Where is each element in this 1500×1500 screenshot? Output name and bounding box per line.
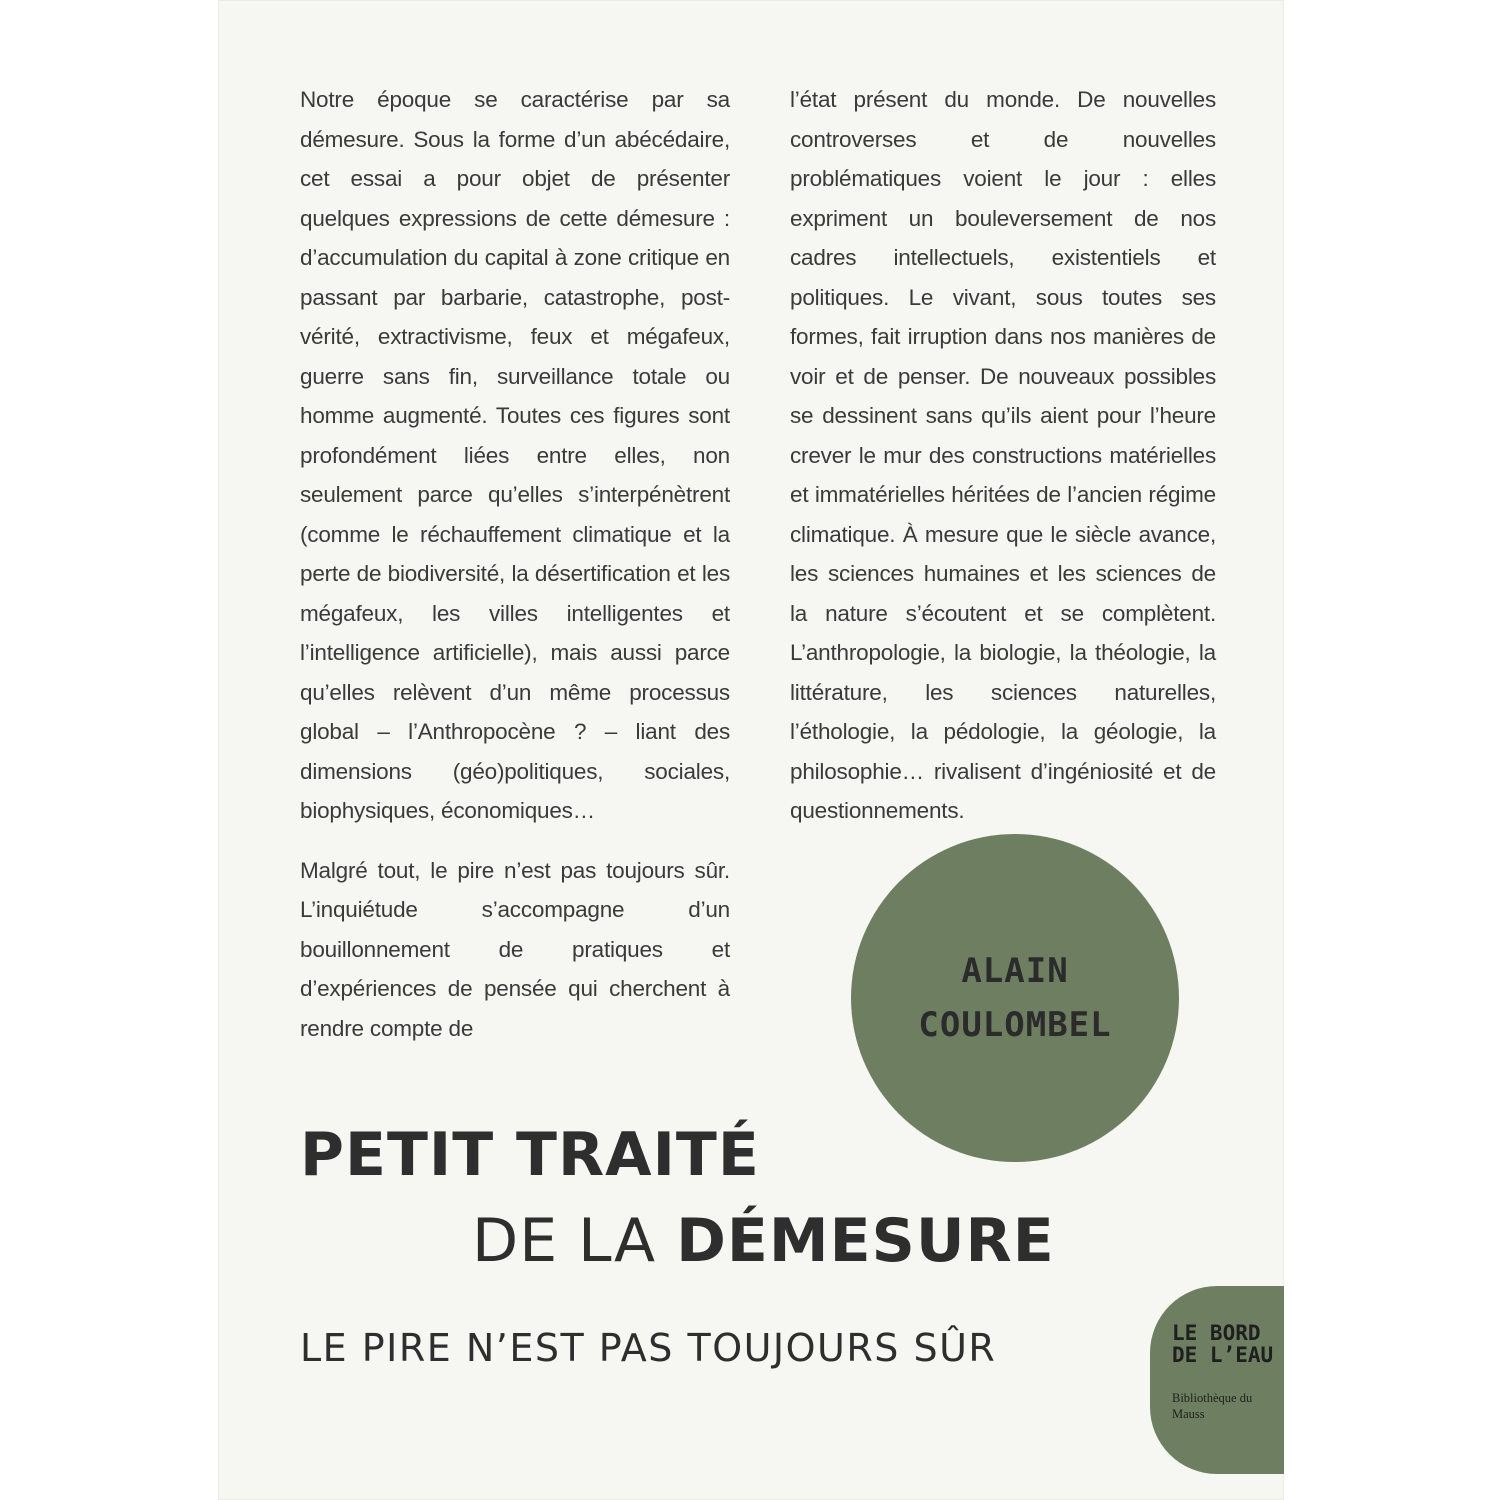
author-badge — [851, 834, 1179, 1162]
blurb-column-left — [300, 80, 730, 1048]
publisher-name-line-1: LE BORD — [1172, 1321, 1261, 1345]
author-first-name: ALAIN — [961, 951, 1069, 991]
blurb-column-right — [790, 80, 1216, 831]
book-back-cover — [218, 0, 1284, 1500]
publisher-name-line-2: DE L’EAU — [1172, 1343, 1274, 1367]
author-last-name: COULOMBEL — [918, 1005, 1112, 1045]
publisher-collection: Bibliothèque du Mauss — [1172, 1391, 1253, 1421]
book-subtitle: LE PIRE N’EST PAS TOUJOURS SÛR — [300, 1326, 997, 1370]
blurb-paragraph: Malgré tout, le pire n’est pas toujours sûr. L’inquiétude s’accompagne d’un bouillonnement de pratiques et d’expériences de pensée qui cherchent à rendre compte de — [300, 857, 730, 1041]
blurb-paragraph: Notre époque se caractérise par sa démesure. Sous la forme d’un abécédaire, cet essai a pour objet de présenter quelques expressions de cette démesure : d’accumulation du capital à zone critique en passant par barbarie, catastrophe, post-vérité, extractivisme, feux et mégafeux, guerre sans fin, surveillance totale ou homme augmenté. Toutes ces figures sont profondément liées entre elles, non seulement parce qu’elles s’interpénètrent (comme le réchauffement climatique et la perte de biodiversité, la désertification et les mégafeux, les villes intelligentes et l’intelligence artificielle), mais aussi parce qu’elles relèvent d’un même processus global – l’Anthropocène ? – liant des dimensions (géo)politiques, sociales, biophysiques, économiques… — [300, 87, 730, 823]
book-title-emphasis: DÉMESURE — [676, 1206, 1055, 1276]
book-title-prefix: DE LA — [472, 1206, 657, 1276]
book-title-line-1: PETIT TRAITÉ — [300, 1120, 760, 1190]
publisher-logo — [1150, 1286, 1284, 1474]
book-title-line-2 — [472, 1206, 1055, 1276]
blurb-paragraph: l’état présent du monde. De nouvelles controverses et de nouvelles problématiques voient le jour : elles expriment un bouleversement de nos cadres intellectuels, existentiels et politiques. Le vivant, sous toutes ses formes, fait irruption dans nos manières de voir et de penser. De nouveaux possibles se dessinent sans qu’ils aient pour l’heure crever le mur des constructions matérielles et immatérielles héritées de l’ancien régime climatique. À mesure que le siècle avance, les sciences humaines et les sciences de la nature s’écoutent et se complètent. L’anthropologie, la biologie, la théologie, la littérature, les sciences naturelles, l’éthologie, la pédologie, la géologie, la philosophie… rivalisent d’ingéniosité et de questionnements. — [790, 87, 1216, 823]
